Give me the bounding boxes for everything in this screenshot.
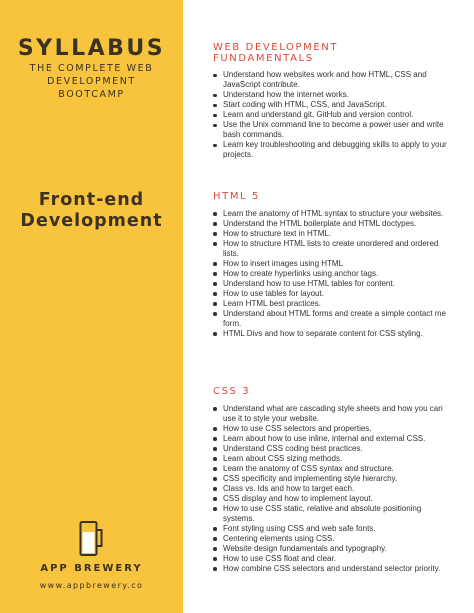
section-css3 [213,387,455,574]
list-item: Understand CSS coding best practices. [213,444,455,454]
list-item: Understand how websites work and how HTML, CSS and JavaScript contribute. [213,70,455,90]
course-subtitle [0,62,183,101]
list-item: How to use CSS static, relative and absolute positioning systems. [213,504,455,524]
section-heading-line: HTML 5 [213,191,260,202]
list-item: Understand how the internet works. [213,90,455,100]
list-item: Learn about CSS sizing methods. [213,454,455,464]
section-name-line: Front-end [38,190,145,210]
section-heading-line: CSS 3 [213,386,251,397]
section-name-line: Development [20,211,163,231]
beer-mug-icon [79,518,105,558]
section-heading [213,192,455,203]
section-heading-line: WEB DEVELOPMENT [213,42,339,53]
list-item: Website design fundamentals and typography. [213,544,455,554]
course-subtitle-line: THE COMPLETE WEB [29,63,154,74]
sidebar [0,0,183,613]
list-item: Understand how to use HTML tables for content. [213,279,455,289]
company-name: APP BREWERY [40,563,143,574]
syllabus-title: SYLLABUS [17,36,166,61]
topic-list [213,209,455,339]
company-url[interactable]: www.appbrewery.co [39,581,144,590]
list-item: Learn about how to use inline, internal and external CSS. [213,434,455,444]
list-item: CSS display and how to implement layout. [213,494,455,504]
list-item: How to insert images using HTML [213,259,455,269]
section-heading [213,387,455,398]
topic-list [213,404,455,574]
topic-list [213,70,455,160]
list-item: Class vs. Ids and how to target each. [213,484,455,494]
list-item: Learn key troubleshooting and debugging skills to apply to your projects. [213,140,455,160]
list-item: Start coding with HTML, CSS, and JavaScript. [213,100,455,110]
section-heading [213,43,455,64]
list-item: How to use CSS float and clear. [213,554,455,564]
list-item: Understand the HTML boilerplate and HTML doctypes. [213,219,455,229]
list-item: Learn the anatomy of HTML syntax to structure your websites. [213,209,455,219]
list-item: Learn and understand git, GitHub and version control. [213,110,455,120]
section-web-fundamentals [213,43,455,160]
section-name [0,190,183,232]
course-subtitle-line: DEVELOPMENT [47,76,136,87]
list-item: Learn the anatomy of CSS syntax and structure. [213,464,455,474]
list-item: How to structure HTML lists to create unordered and ordered lists. [213,239,455,259]
list-item: Use the Unix command line to become a power user and write bash commands. [213,120,455,140]
list-item: How to use CSS selectors and properties. [213,424,455,434]
list-item: How to structure text in HTML. [213,229,455,239]
list-item: Centering elements using CSS. [213,534,455,544]
course-subtitle-line: BOOTCAMP [58,89,125,100]
list-item: Understand what are cascading style sheets and how you can use it to style your website. [213,404,455,424]
section-heading-line: FUNDAMENTALS [213,52,314,64]
list-item: CSS specificity and implementing style hierarchy. [213,474,455,484]
list-item: Learn HTML best practices. [213,299,455,309]
list-item: Font styling using CSS and web safe fonts. [213,524,455,534]
list-item: How combine CSS selectors and understand selector priority. [213,564,455,574]
section-html5 [213,192,455,339]
list-item: How to create hyperlinks using anchor tags. [213,269,455,279]
list-item: Understand about HTML forms and create a simple contact me form. [213,309,455,329]
list-item: How to use tables for layout. [213,289,455,299]
list-item: HTML Divs and how to separate content for CSS styling. [213,329,455,339]
